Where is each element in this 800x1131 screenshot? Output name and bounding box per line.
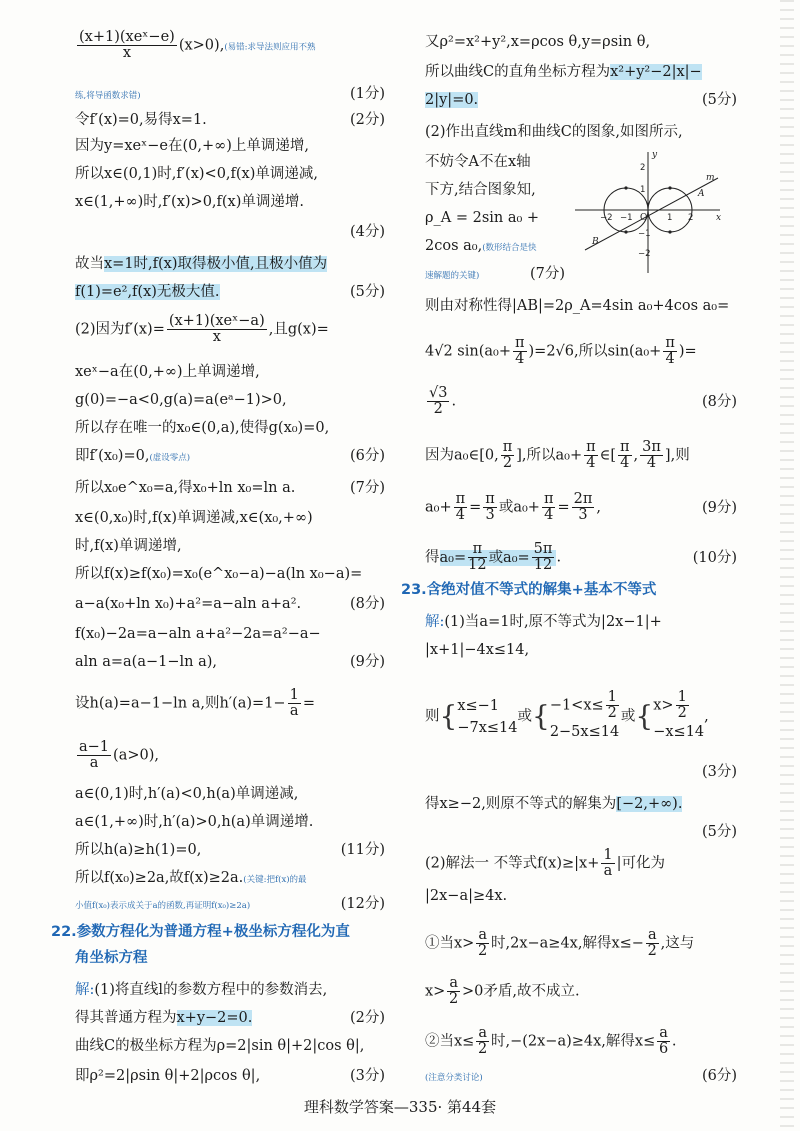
left-line-6: x∈(1,+∞)时,f′(x)>0,f(x)单调递增. [75,194,304,210]
tick-y: −1 [638,229,651,239]
right-line-24: ①当x> $\frac{a}{2}$ 时,2x−a≥4x,解得x≤− $\frac{a}{2}$ ,这与 [425,927,695,959]
page-edge-marks [780,0,794,1131]
left-line-19: a−a(x₀+ln x₀)+a²=a−aln a+a². (8分) [75,596,385,612]
left-line-34: 即ρ²=2|ρsin θ|+2|ρcos θ|, (3分) [75,1068,385,1084]
left-line-4: 因为y=xeˣ−e在(0,+∞)上单调递增, [75,138,309,154]
left-line-1: $\frac{\text{(x+1)(xeˣ−e)}}{x}$ (x>0),(易错:求导法则应用不熟 [79,29,316,61]
right-line-5: 不妨令A不在x轴 [425,154,531,170]
left-line-31: 解:(1)将直线l的参数方程中的参数消去, [75,982,328,998]
tick-y: 1 [640,185,646,195]
right-line-22: (2)解法一 不等式f(x)≥|x+ $\frac{1}{a}$ |可化为 [425,847,665,879]
left-line-24: a∈(0,1)时,h′(a)<0,h(a)单调递减, [75,786,299,802]
x-axis-label: x [716,213,722,223]
center-point [624,186,627,189]
tick-x: 2 [688,213,694,223]
arc-upper-right [648,188,692,210]
left-line-3: 令f′(x)=0,易得x=1. (2分) [75,112,385,128]
right-line-4: (2)作出直线m和曲线C的图象,如图所示, [425,124,683,140]
origin-label: O [640,213,648,223]
y-axis-label: y [652,150,658,160]
tick-x: 1 [667,213,673,223]
right-line-17: 解:(1)当a=1时,原不等式为|2x−1|+ [425,614,662,630]
left-line-18: 所以f(x)≥f(x₀)=x₀(e^x₀−a)−a(ln x₀−a)= [75,566,363,582]
left-line-10: (2)因为f′(x)= $\frac{\text{(x+1)(xeˣ−a)}}{x}$ ,且g(x)= [75,313,329,345]
left-line-25: a∈(1,+∞)时,h′(a)>0,h(a)单调递增. [75,814,314,830]
left-line-21: aln a=a(a−1−ln a), (9分) [75,654,385,670]
right-line-18: |x+1|−4x≤14, [425,642,530,658]
center-point [668,186,671,189]
tick-x: −1 [620,213,633,223]
left-line-28: 小值f(x₀)表示成关于a的函数,再证明f(x₀)≥2a) (12分) [75,896,385,912]
left-line-23: $\frac{a-1}{a}$ (a>0), [79,739,159,771]
right-line-1: 又ρ²=x²+y²,x=ρcos θ,y=ρsin θ, [425,34,651,50]
right-line-15: 得a₀= $\frac{\pi}{12}$ 或a₀= $\frac{5\pi}{12}$ . (10分) [425,541,737,573]
score: (1分) [349,86,385,102]
left-line-17: 时,f(x)单调递增, [75,538,182,554]
left-line-22: 设h(a)=a−1−ln a,则h′(a)=1− $\frac{1}{a}$ = [75,687,315,719]
line-m-label: m [706,173,715,183]
left-line-12: g(0)=−a<0,g(a)=a(eᵃ−1)>0, [75,392,287,408]
q22-heading-cont: 角坐标方程 [75,950,148,966]
right-line-9: 速解题的关键) (7分) [425,266,565,282]
left-line-2: 练,将导函数求错) (1分) [75,86,385,102]
left-line-9: f(1)=e²,f(x)无极大值. (5分) [75,284,385,300]
tick-y: 2 [640,163,646,173]
right-line-19-system: 则{ x≤−1 −7x≤14 或{ −1<x≤ $\frac{1}{2}$ 2−5x≤14 或{ x> $\frac{1}{2}$ −x≤14 , [425,689,709,740]
left-line-13: 所以存在唯一的x₀∈(0,a),使得g(x₀)=0, [75,420,330,436]
right-line-25: x> $\frac{a}{2}$ >0矛盾,故不成立. [425,975,580,1007]
left-line-32: 得其普通方程为x+y−2=0. (2分) [75,1010,385,1026]
left-line-26: 所以h(a)≥h(1)=0, (11分) [75,842,385,858]
left-line-11: xeˣ−a在(0,+∞)上单调递增, [75,364,260,380]
left-line-15: 所以x₀e^x₀=a,得x₀+ln x₀=ln a. (7分) [75,480,385,496]
left-line-5: 所以x∈(0,1)时,f′(x)<0,f(x)单调递减, [75,166,318,182]
right-line-3: 2|y|=0. (5分) [425,92,737,108]
right-line-23: |2x−a|≥4x. [425,888,508,904]
q22-heading: 22.参数方程化为普通方程+极坐标方程化为直 [51,924,350,940]
right-line-2: 所以曲线C的直角坐标方程为x²+y²−2|x|− [425,64,702,80]
left-line-33: 曲线C的极坐标方程为ρ=2|sin θ|+2|cos θ|, [75,1038,365,1054]
page-footer: 理科数学答案—335· 第44套 [303,1098,497,1116]
left-line-16: x∈(0,x₀)时,f(x)单调递减,x∈(x₀,+∞) [75,510,313,526]
right-line-6: 下方,结合图象知, [425,182,536,198]
center-point [624,230,627,233]
point-B-label: B [592,237,599,247]
right-line-10: 则由对称性得|AB|=2ρ_A=4sin a₀+4cos a₀= [425,298,730,314]
right-line-12: $\frac{√3}{2}$ . (8分) [429,385,737,417]
right-line-26: ②当x≤ $\frac{a}{2}$ 时,−(2x−a)≥4x,解得x≤ $\frac{a}{6}$ . [425,1025,677,1057]
q23-heading: 23.含绝对值不等式的解集+基本不等式 [401,582,657,598]
right-line-27: (注意分类讨论) (6分) [425,1068,737,1084]
right-line-14: a₀+ $\frac{\pi}{4}$ = $\frac{\pi}{3}$ 或a₀+ $\frac{\pi}{4}$ = $\frac{2\pi}{3}$ , (9分) [425,491,737,523]
tick-x: −2 [600,213,613,223]
annotation-note: (易错:求导法则应用不熟 [224,42,316,53]
left-line-14: 即f′(x₀)=0,(虚设零点) (6分) [75,448,385,464]
right-line-8: 2cos a₀,(数形结合是快 [425,238,537,254]
center-point [668,230,671,233]
tick-y: −2 [638,249,651,259]
right-line-21: 得x≥−2,则原不等式的解集为[−2,+∞). [425,796,683,812]
right-line-11: 4√2 sin(a₀+ $\frac{\pi}{4}$ )=2√6,所以sin(a₀+ $\frac{\pi}{4}$ )= [425,335,697,367]
left-line-27: 所以f(x₀)≥2a,故f(x)≥2a.(关键:把f(x)的最 [75,870,307,886]
point-A-label: A [698,189,705,199]
right-line-7: ρ_A = 2sin a₀ + [425,210,540,226]
left-line-20: f(x₀)−2a=a−aln a+a²−2a=a²−a− [75,626,321,642]
curve-figure [570,148,725,278]
right-line-13: 因为a₀∈[0, $\frac{\pi}{2}$ ],所以a₀+ $\frac{\pi}{4}$ ∈[ $\frac{\pi}{4}$ , $\frac{3\pi}{4}$ ],则 [425,439,690,471]
left-line-8: 故当x=1时,f(x)取得极小值,且极小值为 [75,256,328,272]
